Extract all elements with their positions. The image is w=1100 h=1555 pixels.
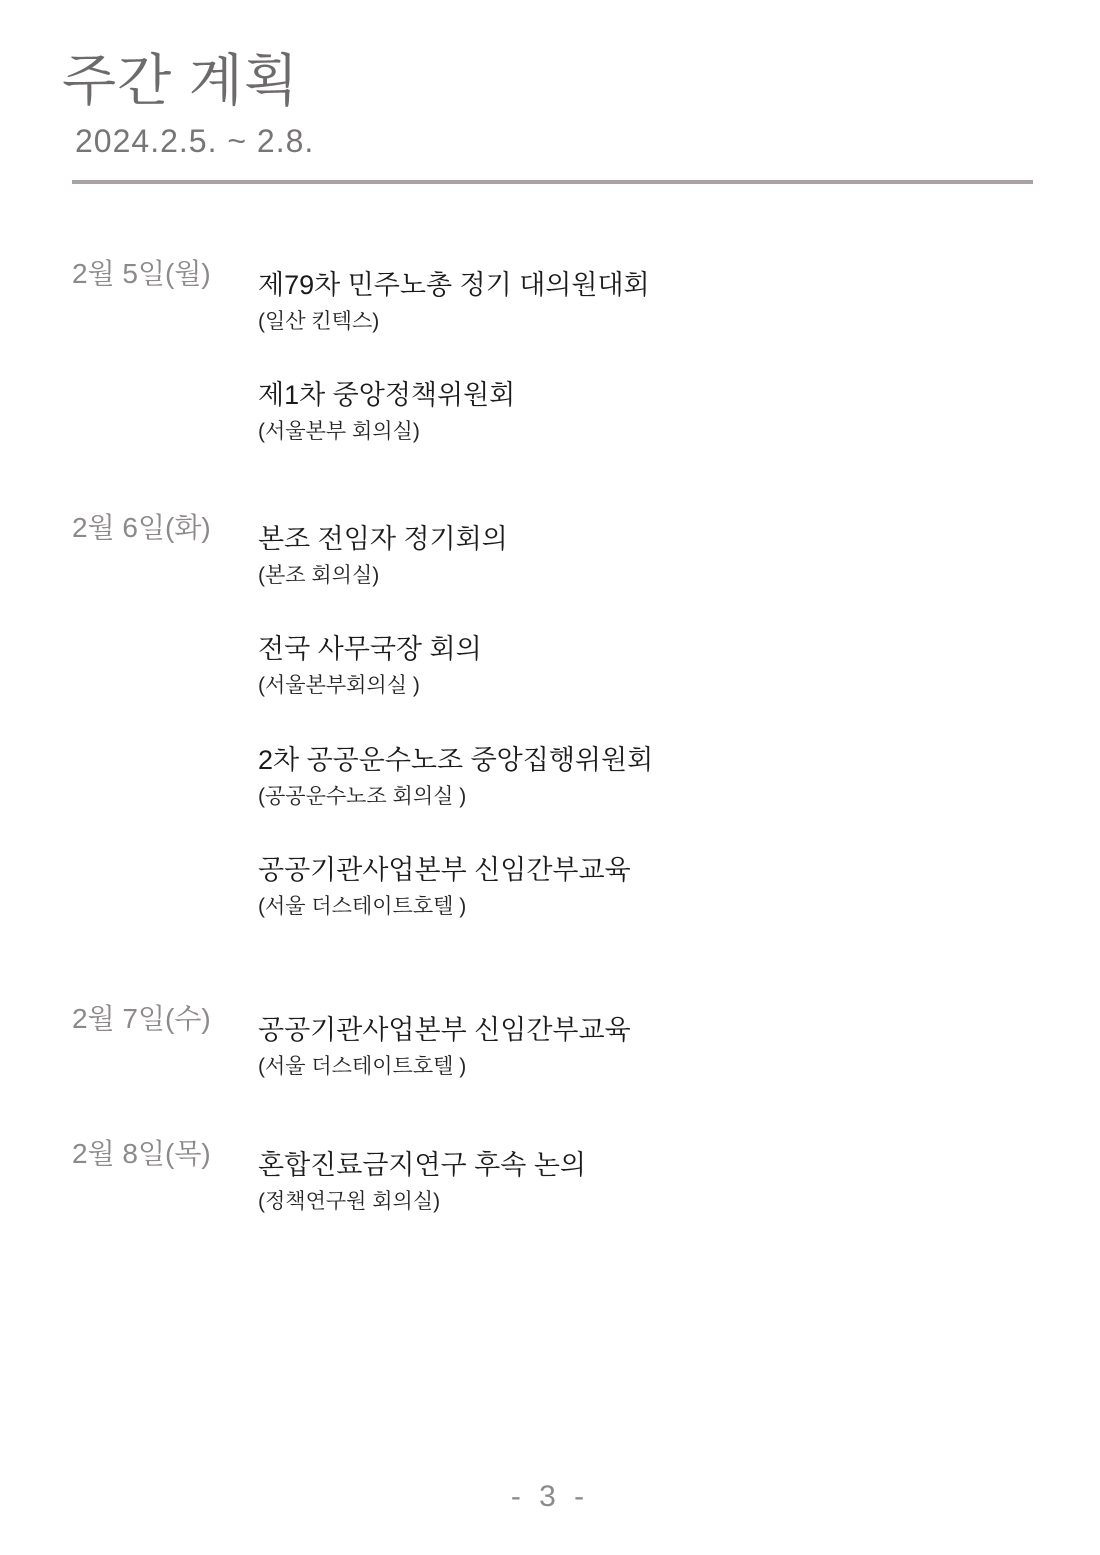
day-section (72, 258, 1100, 444)
day-label: 2월 5일(월) (72, 257, 211, 289)
day-section (72, 1138, 1100, 1214)
day-events (258, 258, 650, 444)
weekly-schedule (72, 258, 1100, 1215)
event-title: 본조 전임자 정기회의 (258, 524, 508, 555)
header-divider (72, 180, 1033, 184)
day-label: 2월 7일(수) (72, 1002, 211, 1034)
event-location: (본조 회의실) (258, 564, 380, 588)
day-section (72, 512, 1100, 919)
day-events (258, 512, 653, 919)
document-header (0, 0, 1100, 184)
event-title: 혼합진료금지연구 후속 논의 (258, 1150, 586, 1181)
page-title: 주간 계획 (62, 49, 299, 112)
day-section (72, 1003, 1100, 1079)
event-location: (서울본부회의실 ) (258, 674, 420, 698)
schedule-event (258, 855, 653, 919)
day-label: 2월 8일(목) (72, 1138, 211, 1170)
schedule-event (258, 745, 653, 809)
page-number: - 3 - (510, 1480, 590, 1513)
event-location: (정책연구원 회의실) (258, 1190, 441, 1214)
event-title: 제1차 중앙정책위원회 (258, 379, 516, 410)
day-events (258, 1003, 631, 1079)
schedule-event (258, 270, 650, 334)
day-label: 2월 6일(화) (72, 512, 211, 544)
schedule-event (258, 524, 653, 588)
event-title: 2차 공공운수노조 중앙집행위원회 (258, 744, 654, 775)
schedule-event (258, 380, 650, 444)
event-location: (공공운수노조 회의실 ) (258, 784, 467, 808)
date-range: 2024.2.5. ~ 2.8. (75, 122, 315, 159)
event-location: (서울 더스테이트호텔 ) (258, 894, 467, 918)
event-location: (서울 더스테이트호텔 ) (258, 1054, 467, 1078)
event-title: 공공기관사업본부 신임간부교육 (258, 1014, 631, 1045)
schedule-event (258, 1015, 631, 1079)
event-location: (일산 킨텍스) (258, 309, 380, 333)
schedule-event (258, 1150, 586, 1214)
event-title: 제79차 민주노총 정기 대의원대회 (258, 269, 650, 300)
event-title: 공공기관사업본부 신임간부교육 (258, 854, 631, 885)
day-events (258, 1138, 586, 1214)
schedule-event (258, 634, 653, 698)
event-title: 전국 사무국장 회의 (258, 634, 482, 665)
document-footer (0, 1480, 1100, 1514)
event-location: (서울본부 회의실) (258, 420, 420, 444)
